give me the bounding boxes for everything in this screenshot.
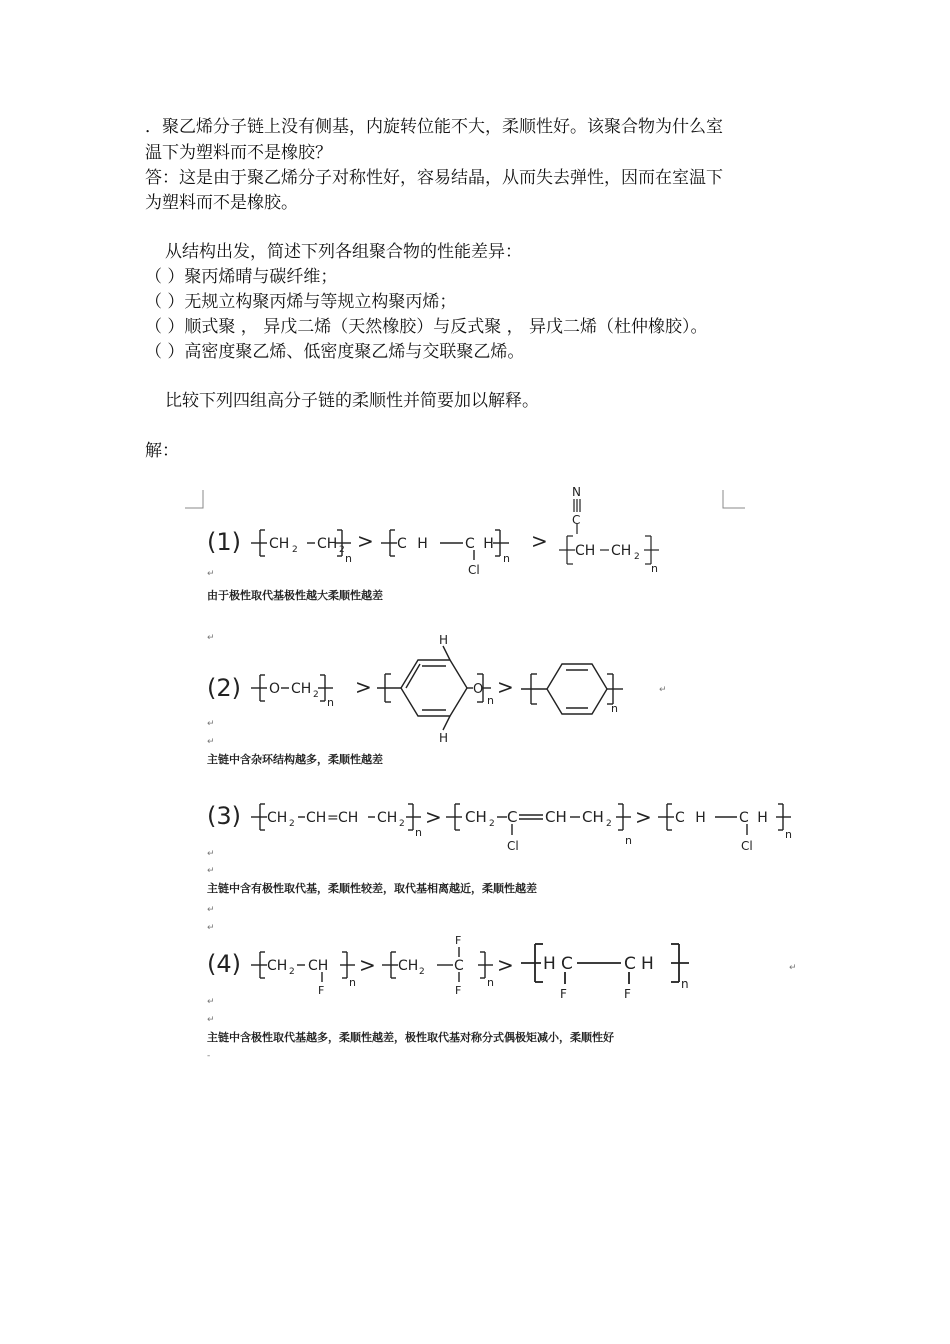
group-1-caption: 由于极性取代基极性越大柔顺性越差	[207, 589, 383, 602]
svg-text:n: n	[785, 828, 792, 841]
svg-text:2: 2	[419, 967, 425, 977]
group-1-number: (1)	[207, 528, 241, 556]
svg-text:↵: ↵	[207, 923, 215, 933]
svg-text:CH: CH	[611, 543, 632, 559]
svg-text:O: O	[269, 681, 281, 697]
q2-item-2: （ ）无规立构聚丙烯与等规立构聚丙烯；	[145, 292, 457, 312]
q2-item-1: （ ）聚丙烯晴与碳纤维；	[145, 267, 338, 287]
svg-text:CH: CH	[306, 810, 327, 826]
svg-text:2: 2	[292, 545, 298, 555]
q2-item-3: （ ）顺式聚 ， 异戊二烯（天然橡胶）与反式聚 ， 异戊二烯（杜仲橡胶）。	[145, 317, 708, 337]
q1-answer-line-2: 为塑料而不是橡胶。	[145, 193, 298, 213]
svg-text:>: >	[425, 805, 442, 829]
svg-text:CH: CH	[267, 958, 288, 974]
group-2-caption: 主链中含杂环结构越多，柔顺性越差	[207, 753, 383, 766]
svg-text:H: H	[439, 633, 449, 647]
svg-text:C: C	[507, 808, 518, 826]
svg-text:Cl: Cl	[507, 839, 519, 853]
svg-text:n: n	[611, 702, 618, 715]
svg-text:n: n	[625, 834, 632, 847]
svg-text:CH: CH	[267, 810, 288, 826]
svg-text:CH: CH	[398, 958, 419, 974]
svg-text:C: C	[624, 954, 636, 974]
svg-text:=: =	[327, 810, 339, 826]
svg-text:n: n	[503, 552, 510, 565]
q1-answer-line-1: 答：这是由于聚乙烯分子对称性好，容易结晶，从而失去弹性，因而在室温下	[145, 168, 723, 188]
svg-text:C H: C H	[397, 536, 431, 552]
svg-text:n: n	[415, 826, 422, 839]
svg-text:CH: CH	[291, 681, 312, 697]
svg-text:H: H	[543, 954, 556, 974]
svg-text:H: H	[439, 731, 449, 745]
svg-text:↵: ↵	[207, 905, 215, 915]
q1-line-1: ．聚乙烯分子链上没有侧基，内旋转位能不大，柔顺性好。该聚合物为什么室	[145, 117, 723, 137]
page-corner-marks	[185, 490, 745, 508]
svg-text:F: F	[318, 984, 325, 997]
q2-item-4: （ ）高密度聚乙烯、低密度聚乙烯与交联聚乙烯。	[145, 342, 525, 362]
group-3-number: (3)	[207, 802, 241, 830]
svg-text:2: 2	[606, 819, 612, 829]
svg-text:H: H	[641, 954, 654, 974]
svg-text:n: n	[681, 977, 689, 991]
svg-text:>: >	[357, 529, 374, 553]
svg-text:n: n	[651, 562, 658, 575]
svg-text:CH: CH	[317, 536, 338, 552]
svg-text:2: 2	[339, 545, 345, 555]
svg-text:2: 2	[313, 690, 319, 700]
svg-text:↵: ↵	[207, 849, 215, 859]
svg-text:2: 2	[634, 552, 640, 562]
group-2	[207, 633, 667, 766]
svg-text:F: F	[624, 987, 631, 1001]
q3-answer-label: 解：	[145, 441, 179, 461]
svg-text:↵: ↵	[207, 737, 215, 747]
svg-text:↵: ↵	[207, 866, 215, 876]
svg-text:F: F	[455, 934, 462, 947]
svg-text:C H: C H	[465, 536, 496, 552]
svg-text:CH: CH	[308, 958, 329, 974]
q2-intro: 从结构出发，简述下列各组聚合物的性能差异：	[165, 242, 522, 262]
svg-text:-: -	[207, 1051, 211, 1061]
group-1	[207, 485, 659, 602]
svg-text:↵: ↵	[207, 997, 215, 1007]
svg-text:↵: ↵	[207, 1015, 215, 1025]
svg-text:F: F	[560, 987, 567, 1001]
svg-text:n: n	[487, 976, 494, 989]
svg-text:n: n	[349, 976, 356, 989]
svg-text:CH: CH	[465, 808, 487, 826]
svg-text:CH: CH	[269, 536, 290, 552]
svg-text:↵: ↵	[207, 633, 215, 643]
svg-text:CH: CH	[545, 808, 567, 826]
svg-text:CH: CH	[338, 810, 359, 826]
svg-text:2: 2	[289, 819, 295, 829]
svg-text:>: >	[497, 953, 514, 977]
svg-text:>: >	[531, 529, 548, 553]
svg-text:2: 2	[489, 819, 495, 829]
svg-text:↵: ↵	[659, 685, 667, 695]
svg-text:N: N	[572, 485, 581, 499]
svg-text:2: 2	[399, 819, 405, 829]
group-3	[207, 802, 792, 895]
svg-text:CH: CH	[575, 543, 596, 559]
svg-text:>: >	[359, 953, 376, 977]
svg-text:↵: ↵	[789, 963, 797, 973]
svg-text:↵: ↵	[207, 569, 215, 579]
svg-text:C: C	[572, 513, 581, 527]
svg-text:O: O	[473, 682, 484, 697]
svg-text:C H: C H	[739, 810, 770, 826]
svg-text:F: F	[455, 984, 462, 997]
svg-text:>: >	[497, 675, 514, 699]
svg-text:↵: ↵	[207, 719, 215, 729]
svg-text:CH: CH	[377, 810, 398, 826]
q3-intro: 比较下列四组高分子链的柔顺性并简要加以解释。	[165, 391, 539, 411]
svg-text:C: C	[454, 958, 464, 974]
q1-line-2: 温下为塑料而不是橡胶？	[145, 143, 332, 163]
svg-text:n: n	[345, 552, 352, 565]
group-2-number: (2)	[207, 674, 241, 702]
group-4-caption: 主链中含极性取代基越多，柔顺性越差，极性取代基对称分式偶极矩减小，柔顺性好	[207, 1031, 614, 1044]
svg-text:Cl: Cl	[468, 563, 480, 577]
svg-text:Cl: Cl	[741, 839, 753, 853]
group-4	[207, 905, 797, 1061]
group-4-number: (4)	[207, 950, 241, 978]
group-3-caption: 主链中含有极性取代基，柔顺性较差，取代基相离越近，柔顺性越差	[207, 882, 537, 895]
svg-text:n: n	[327, 696, 334, 709]
svg-text:>: >	[355, 675, 372, 699]
svg-text:>: >	[635, 805, 652, 829]
svg-text:CH: CH	[582, 808, 604, 826]
svg-text:n: n	[487, 694, 494, 707]
polymer-structures-figure	[185, 478, 825, 1068]
svg-text:C: C	[561, 954, 573, 974]
svg-text:C H: C H	[675, 810, 709, 826]
svg-text:2: 2	[289, 967, 295, 977]
